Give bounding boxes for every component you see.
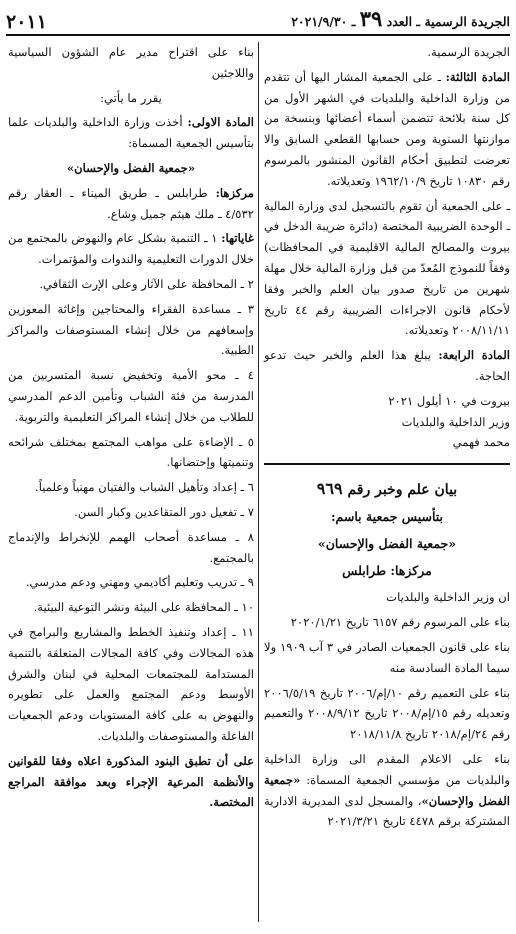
declaration-association-name: «جمعية الفضل والإحسان»: [317, 535, 457, 551]
continued-text: الجريدة الرسمية.: [427, 45, 510, 59]
page-number: ٢٠١١: [6, 11, 47, 33]
place-date: بيروت في ١٠ أيلول ٢٠٢١: [388, 393, 510, 408]
left-column: [8, 42, 254, 817]
closing-clause: على أن تطبق البنود المذكورة اعلاه وفقا للقوانين والأنظمة المرعية الإجراء وبعد موافقة المراجع المختصة.: [8, 753, 254, 810]
column-divider: [258, 42, 259, 922]
aim-item: ٨ ـ مساعدة أصحاب الهمم للإنخراط والإندماج بالمجتمع.: [8, 529, 254, 565]
headquarters-text: طرابلس ـ طريق الميناء ـ العقار رقم ٤/٥٣٢ ـ ملك هيثم جميل وشاع.: [8, 185, 254, 221]
article-3-text: ـ على الجمعية المشار اليها أن تتقدم من وزارة الداخلية والبلديات في الشهر الأول من كل سنة بلائحة تتضمن أسماء أعضائها وبنسخة من موازنتها السنوية ومن حسابها القطعي السابق والا تعرضت لتطبيق أحكام القانون المنشور بالمرسوم رقم ١٠٨٣٠ تاريخ ١٩٦٢/١٠/٩ وتعديلاته.: [264, 69, 510, 188]
right-column: [264, 42, 510, 836]
basis-law: بناء على قانون الجمعيات الصادر في ٣ آب ١٩٠٩ ولا سيما المادة السادسة منه: [264, 639, 510, 675]
aim-item: ٤ ـ محو الأمية وتخفيض نسبة المتسربين من المدرسة من فئة الشباب وتأمين الدعم المدرسي للطلاب من خلال إنشاء المراكز التعليمية والتربوية.: [8, 368, 254, 424]
aim-item: ٢ ـ المحافظة على الآثار وعلى الإرث الثقافي.: [39, 276, 254, 291]
basis-notification: [264, 749, 510, 832]
basis-circular: بناء على التعميم رقم ١٠/إم/٢٠٠٦ تاريخ ٢٠٠٦/٥/١٩ وتعديله رقم ١٥/إم/٢٠٠٨ تاريخ ٢٠٠٨/٩/١٢ والتعميم رقم ٢٤/إم/٢٠١٨ تاريخ ٢٠١٨/١١/٨: [264, 685, 510, 742]
declaration-headquarters: مركزها: طرابلس: [342, 562, 432, 578]
article-1-text: أخذت وزارة الداخلية والبلديات علما بتأسيس الجمعية المسماة:: [8, 115, 254, 151]
basis-notification-pre: بناء على الاعلام المقدم الى وزارة الداخلية والبلديات من مؤسسي الجمعية المسماة:: [264, 751, 510, 787]
basis-notification-name: «جمعية الفضل والإحسان»: [264, 772, 510, 808]
headquarters: [8, 183, 254, 225]
signer-name: محمد فهمي: [452, 435, 510, 450]
article-4-label: المادة الرابعة:: [438, 348, 511, 363]
aim-item: ٣ ـ مساعدة الفقراء والمحتاجين وإغاثة المعوزين وإسعافهم من خلال إنشاء المستوصفات والمراكز الطبية.: [8, 301, 254, 358]
journal-name: الجريدة الرسمية ـ العدد: [386, 14, 510, 29]
declaration-subtitle: بتأسيس جمعية باسم:: [330, 508, 444, 524]
aim-item: ٩ ـ تدريب وتعليم أكاديمي ومهني ودعم مدرسي.: [25, 575, 254, 590]
declaration-number: ٩٦٩: [316, 479, 343, 499]
page-header: [6, 6, 510, 36]
declaration-title-text: بيان علم وخبر رقم: [347, 482, 458, 499]
aims: [8, 228, 254, 270]
aim-item: ٦ ـ إعداد وتأهيل الشباب والفتيان مهنياً وعلمياً.: [35, 480, 254, 495]
aims-label: غاياتها:: [221, 231, 254, 246]
proposal-text: بناء على اقتراح مدير عام الشؤون السياسية واللاجئين: [8, 45, 254, 80]
basis-decree: بناء على المرسوم رقم ٦١٥٧ تاريخ ٢٠٢٠/١/٢١: [290, 615, 510, 630]
aim-item: ١١ ـ إعداد وتنفيذ الخطط والمشاريع والبرامج في هذه المجالات وفي كافة المجالات المتعلقة بالتنمية المستدامة للمجتمعات المحلية في لبنان والشرق الأوسط ودعم المجتمع والعمل على تطويره والنهوض به على كافة المستويات ودعم الجمعيات الفاعلة والمستوصفات والبلديات.: [8, 624, 254, 743]
headquarters-label: مركزها:: [215, 185, 255, 200]
declaration-title: [264, 479, 510, 501]
article-4-text: يبلغ هذا العلم والخبر حيث تدعو الحاجة.: [264, 348, 510, 383]
aim-item: ٥ ـ الإضاءة على مواهب المجتمع بمختلف شرائحه وتنميتها وإحتضانها.: [8, 434, 254, 470]
issue-number: ٣٩: [359, 6, 383, 31]
article-1-label: المادة الاولى:: [187, 115, 254, 130]
article-4: [264, 345, 510, 387]
header-title: [291, 6, 510, 34]
basis-notification-post: ، والمسجل لدى المديرية الادارية المشتركة برقم ٤٤٧٨ تاريخ ٢٠٢١/٣/٢١: [264, 793, 510, 829]
article-3: [264, 67, 510, 192]
aim-item: ١٠ ـ المحافظة على البيئة ونشر التوعية البيئية.: [33, 600, 254, 615]
article-1: [8, 112, 254, 154]
section-divider: [264, 463, 510, 475]
minister-line: ان وزير الداخلية والبلديات: [386, 590, 510, 605]
issue-date: ـ ٢٠٢١/٩/٣٠: [291, 14, 356, 29]
article-3-label: المادة الثالثة:: [445, 69, 511, 84]
tax-registration-text: ـ على الجمعية أن تقوم بالتسجيل لدى وزارة المالية ـ الوحدة الضريبية المختصة (دائرة ضريبة الدخل في بيروت والمصالح المالية الاقليمية في المحافظات) وفقاً للنموذج المُعدّ من قبل وزارة المالية خلال مهلة شهرين من تاريخ صدور بيان العلم والخبر وفقا لأحكام قانون الاجراءات الضريبية رقم ٤٤ تاريخ ٢٠٠٨/١١/١١ وتعديلاته.: [264, 198, 510, 338]
association-name: «جمعية الفضل والإحسان»: [66, 160, 196, 175]
signer-title: وزير الداخلية والبلديات: [401, 414, 510, 429]
decides-text: يقرر ما يأتي:: [100, 90, 162, 105]
aim-item: ٧ ـ تفعيل دور المتقاعدين وكبار السن.: [74, 504, 254, 519]
aim-item: ١ ـ التنمية بشكل عام والنهوض بالمجتمع من خلال الدورات التعليمية والندوات والمؤتمرات.: [8, 231, 254, 267]
